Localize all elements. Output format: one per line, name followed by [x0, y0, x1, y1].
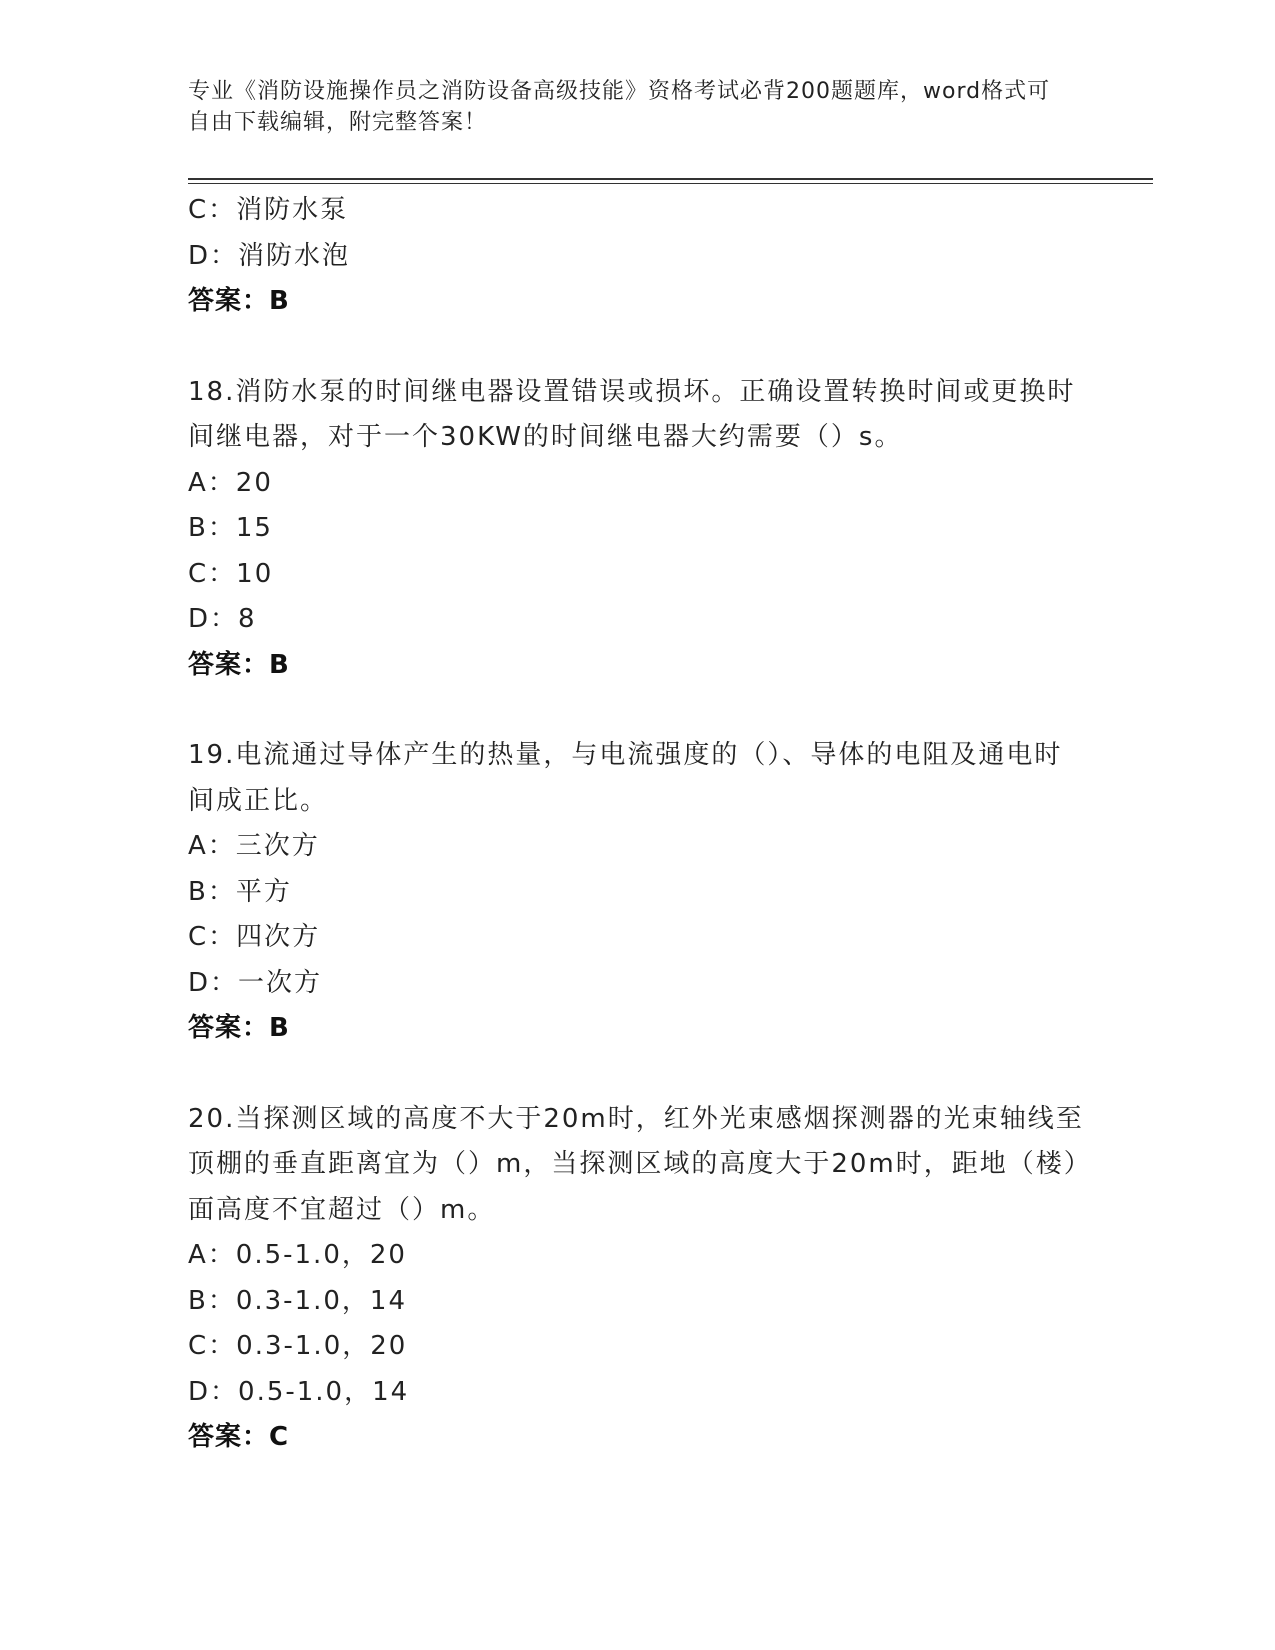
option-c: C：四次方	[188, 922, 321, 952]
option-a: A：20	[188, 467, 273, 498]
question-19	[188, 733, 1088, 1052]
option-a: A：三次方	[188, 831, 320, 861]
option-b: B：平方	[188, 876, 292, 907]
option-a: A：0.5-1.0，20	[188, 1240, 407, 1270]
option-c: C：0.3-1.0，20	[188, 1331, 408, 1361]
carryover-block	[188, 188, 1088, 325]
answer-line: 答案：C	[188, 1422, 290, 1452]
answer-line: 答案：B	[188, 286, 290, 316]
option-d: D：消防水泡	[188, 240, 351, 271]
question-stem: 20.当探测区域的高度不大于20m时，红外光束感烟探测器的光束轴线至顶棚的垂直距离宜为（）m，当探测区域的高度大于20m时，距地（楼）面高度不宜超过（）m。	[188, 1103, 1084, 1225]
header-rule-thin	[188, 183, 1153, 184]
question-18	[188, 370, 1088, 689]
option-d: D：一次方	[188, 967, 323, 998]
question-stem: 18.消防水泵的时间继电器设置错误或损坏。正确设置转换时间或更换时间继电器，对于一个30KW的时间继电器大约需要（）s。	[188, 376, 1076, 452]
question-20	[188, 1097, 1088, 1461]
option-d: D：0.5-1.0，14	[188, 1376, 410, 1407]
option-b: B：0.3-1.0，14	[188, 1285, 408, 1316]
answer-line: 答案：B	[188, 1013, 290, 1043]
option-d: D：8	[188, 604, 257, 634]
option-c: C：10	[188, 558, 274, 589]
option-b: B：15	[188, 513, 273, 543]
option-c: C：消防水泵	[188, 195, 349, 225]
document-header: 专业《消防设施操作员之消防设备高级技能》资格考试必背200题题库，word格式可自由下载编辑，附完整答案！	[188, 79, 1051, 135]
question-stem: 19.电流通过导体产生的热量，与电流强度的（）、导体的电阻及通电时间成正比。	[188, 740, 1063, 816]
document-body	[188, 188, 1088, 1461]
answer-line: 答案：B	[188, 649, 290, 680]
header-rule-thick	[188, 178, 1153, 180]
